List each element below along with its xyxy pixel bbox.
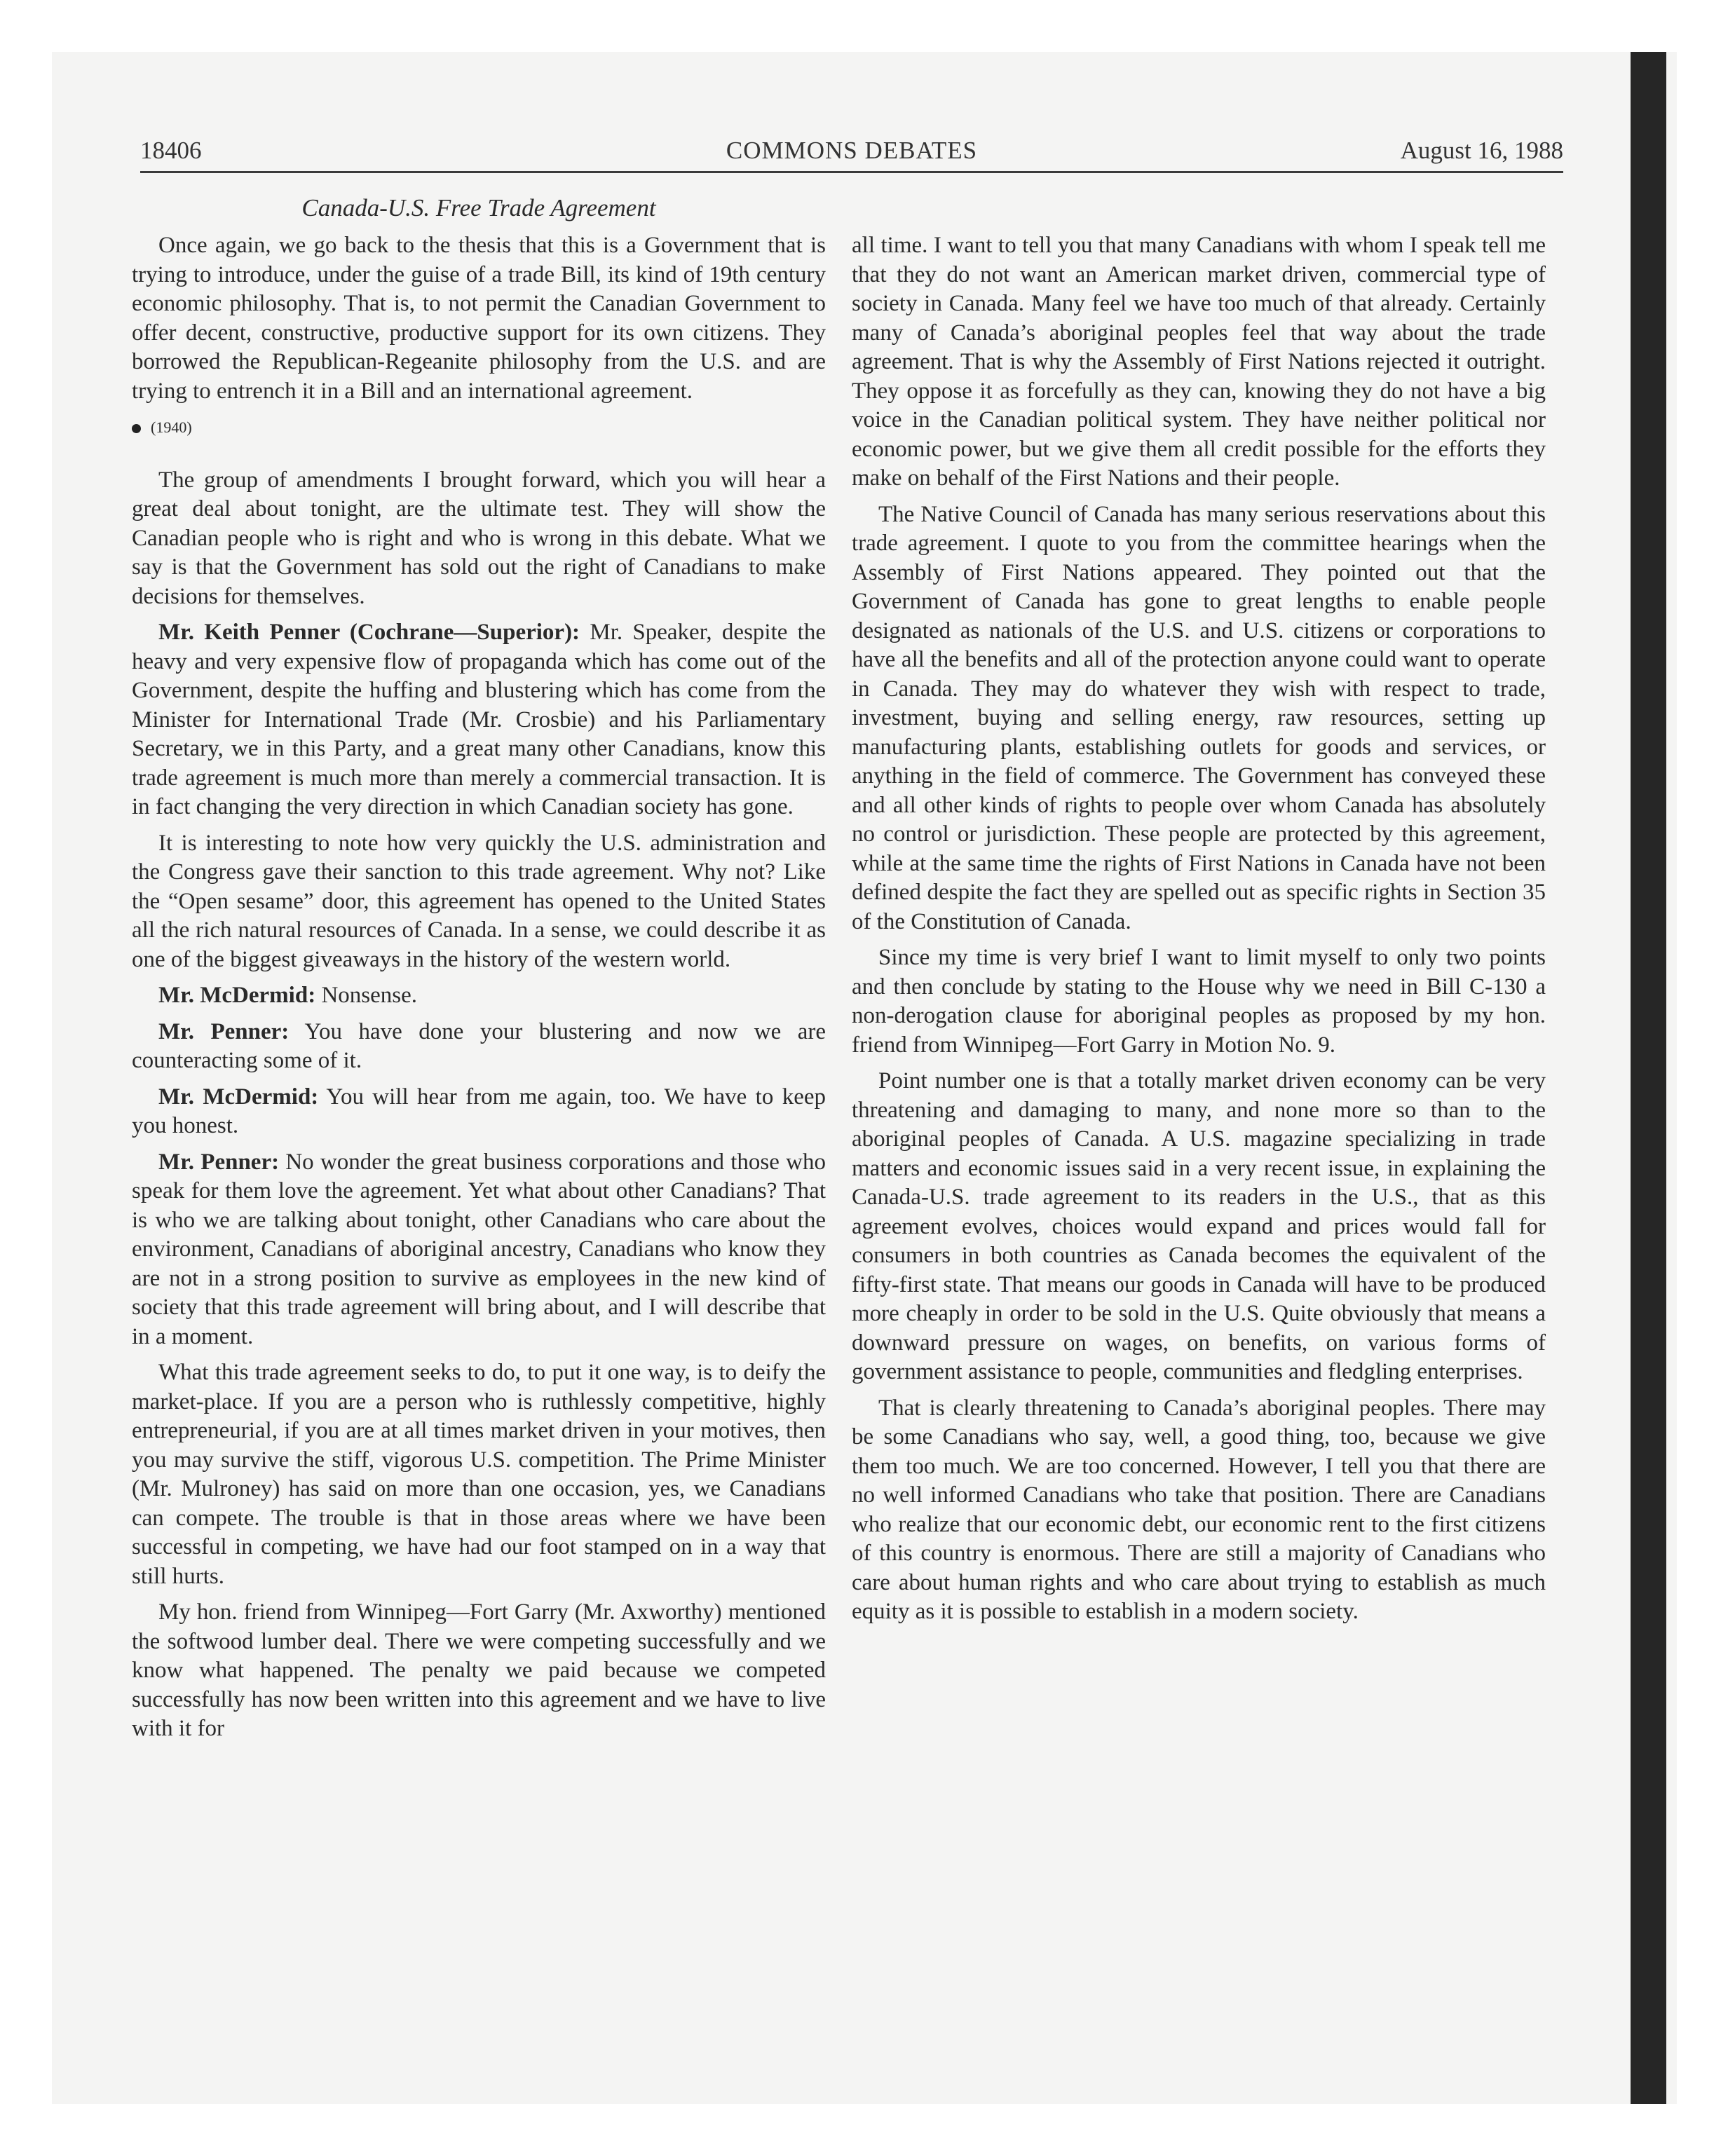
running-header	[140, 136, 1563, 173]
speaker-name: Mr. Penner:	[158, 1149, 280, 1175]
paragraph	[132, 1018, 826, 1076]
speaker-name: Mr. Keith Penner (Cochrane—Superior):	[158, 620, 580, 645]
paragraph: My hon. friend from Winnipeg—Fort Garry (Mr. Axworthy) mentioned the softwood lumber deal. There we were competing successfully and we know what happened. The penalty we paid because we competed successfully has now been written into this agreement and we have to live with it for	[132, 1599, 826, 1741]
page-number: 18406	[140, 137, 202, 164]
speech-text: You have done your blustering and now we are counteracting some of it.	[132, 1018, 826, 1073]
paragraph	[132, 981, 826, 1011]
speaker-name: Mr. McDermid:	[158, 1084, 319, 1110]
paragraph: The group of amendments I brought forward, which you will hear a great deal about tonight, are the ultimate test. They will show the Canadian people who is right and who is wrong in this debate. What we say is that the Government has sold out the right of Canadians to make decisions for themselves.	[132, 467, 826, 609]
paragraph: That is clearly threatening to Canada’s aboriginal peoples. There may be some Canadians who say, well, a good thing, too, because we give them too much. We are too concerned. However, I tell you that there are no well informed Canadians who take that position. There are Canadians who realize that our economic debt, our economic rent to the first citizens of this country is enormous. There are still a majority of Canadians who care about human rights and who care about trying to establish as much equity as it is possible to establish in a modern society.	[852, 1395, 1546, 1624]
speaker-name: Mr. Penner:	[158, 1018, 290, 1044]
right-column	[852, 231, 1546, 1634]
paragraph: What this trade agreement seeks to do, to put it one way, is to deify the market-place. If you are a person who is ruthlessly competitive, highly entrepreneurial, if you are at all times market driven in your motives, then you may survive the stiff, vigorous U.S. competition. The Prime Minister (Mr. Mulroney) has said on more than one occasion, yes, we Canadians can compete. The trouble is that in those areas where we have been successful in competing, we have had our foot stamped on in a way that still hurts.	[132, 1360, 826, 1589]
section-subtitle: Canada-U.S. Free Trade Agreement	[301, 194, 656, 221]
time-marker	[132, 413, 826, 442]
bullet-icon	[132, 424, 141, 433]
paragraph: It is interesting to note how very quickly the U.S. administration and the Congress gave their sanction to this trade agreement. Why not? Like the “Open sesame” door, this agreement has opened to the United States all the rich natural resources of Canada. In a sense, we could describe it as one of the biggest giveaways in the history of the western world.	[132, 830, 826, 972]
paragraph	[132, 1148, 826, 1352]
speech-text: Mr. Speaker, despite the heavy and very expensive flow of propaganda which has come out of the Government, despite the huffing and blustering which has come from the Minister for International Trade (Mr. Crosbie) and his Parliamentary Secretary, we in this Party, and a great many other Canadians, know this trade agreement is much more than merely a commercial transaction. It is in fact changing the very direction in which Canadian society has gone.	[132, 620, 826, 819]
scan-edge	[1631, 52, 1666, 2104]
publication-date: August 16, 1988	[1400, 137, 1563, 164]
speaker-name: Mr. McDermid:	[158, 983, 316, 1008]
paragraph: all time. I want to tell you that many Canadians with whom I speak tell me that they do not want an American market driven, commercial type of society in Canada. Many feel we have too much of that already. Certainly many of Canada’s aboriginal peoples feel that way about the trade agreement. That is why the Assembly of First Nations rejected it outright. They oppose it as forcefully as they can, knowing they do not have a big voice in the Canadian political system. They have neither political nor economic power, but we give them all credit possible for the efforts they make on behalf of the First Nations and their people.	[852, 233, 1546, 491]
speech-text: Nonsense.	[315, 983, 417, 1008]
speech-text: You will hear from me again, too. We have to keep you honest.	[132, 1084, 826, 1138]
paragraph	[132, 618, 826, 822]
paragraph: Once again, we go back to the thesis that this is a Government that is trying to introduce, under the guise of a trade Bill, its kind of 19th century economic philosophy. That is, to not permit the Canadian Government to offer decent, constructive, productive support for its own citizens. They borrowed the Republican-Regeanite philosophy from the U.S. and are trying to entrench it in a Bill and an international agreement.	[132, 233, 826, 404]
paragraph: Since my time is very brief I want to limit myself to only two points and then conclude by stating to the House why we need in Bill C-130 a non-derogation clause for aboriginal peoples as proposed by my hon. friend from Winnipeg—Fort Garry in Motion No. 9.	[852, 945, 1546, 1058]
left-column	[132, 231, 826, 1751]
publication-title: COMMONS DEBATES	[726, 137, 978, 164]
speech-text: No wonder the great business corporations and those who speak for them love the agreement. Yet what about other Canadians? That is who we are talking about tonight, other Canadians who care about the environment, Canadians of aboriginal ancestry, Canadians who know they are not in a strong position to survive as employees in the new kind of society that this trade agreement will bring about, and I will describe that in a moment.	[132, 1149, 826, 1349]
time-marker-label: (1940)	[151, 418, 192, 436]
paragraph: The Native Council of Canada has many serious reservations about this trade agreement. I quote to you from the committee hearings when the Assembly of First Nations appeared. They pointed out that the Government of Canada has gone to great lengths to enable people designated as nationals of the U.S. and U.S. citizens or corporations to have all the benefits and all of the protection anyone could want to operate in Canada. They may do whatever they wish with respect to trade, investment, buying and selling energy, raw resources, setting up manufacturing plants, establishing outlets for goods and services, or anything in the field of commerce. The Government has conveyed these and all other kinds of rights to people over whom Canada has absolutely no control or jurisdiction. These people are protected by this agreement, while at the same time the rights of First Nations in Canada have not been defined despite the fact they are spelled out as specific rights in Section 35 of the Constitution of Canada.	[852, 501, 1546, 934]
paragraph	[132, 1083, 826, 1141]
paragraph: Point number one is that a totally market driven economy can be very threatening and damaging to many, and none more so than to the aboriginal peoples of Canada. A U.S. magazine specializing in trade matters and economic issues said in a very recent issue, in explaining the Canada-U.S. trade agreement to its readers in the U.S., that as this agreement evolves, choices would expand and prices would fall for consumers in both countries as Canada becomes the equivalent of the fifty-first state. That means our goods in Canada will have to be produced more cheaply in order to be sold in the U.S. Quite obviously that means a downward pressure on wages, on benefits, on various forms of government assistance to people, communities and fledgling enterprises.	[852, 1068, 1546, 1384]
